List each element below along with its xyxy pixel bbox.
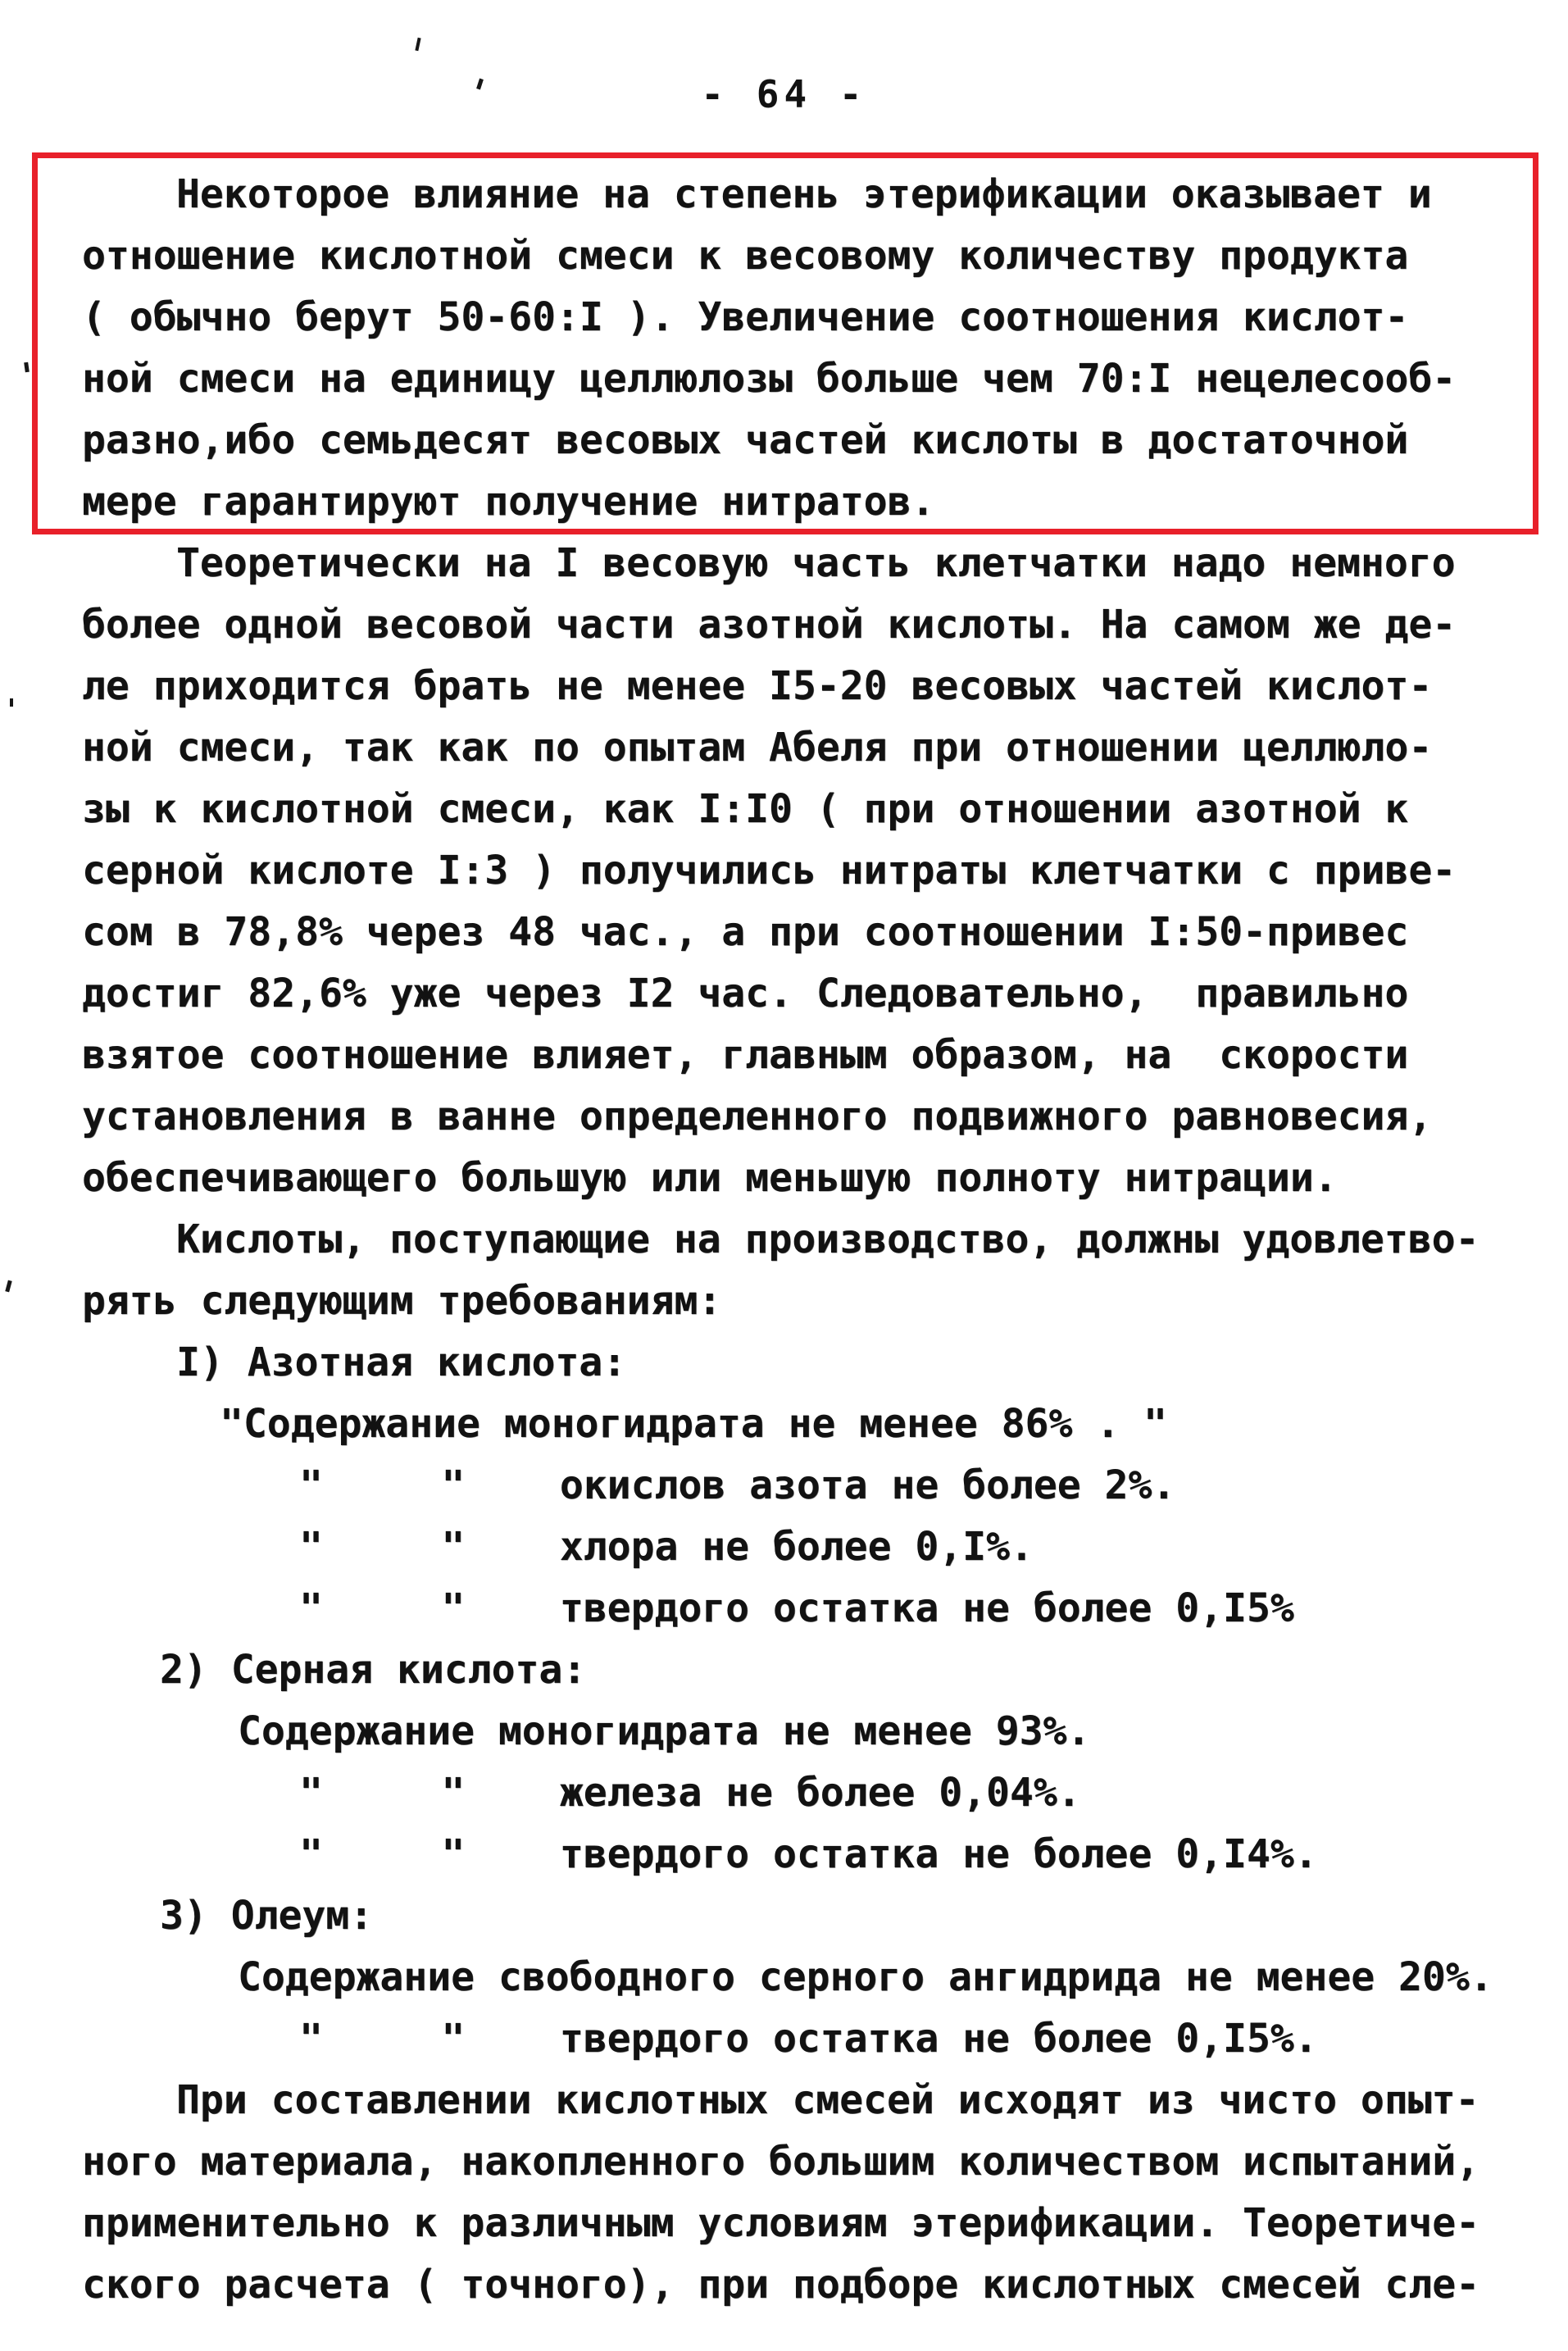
text-line: взятое соотношение влияет, главным образом, на скорости	[82, 1032, 1409, 1078]
requirement-line: " " железа не более 0,04%.	[299, 1770, 1081, 1816]
text-line: применительно к различным условиям этерификации. Теоретиче-	[82, 2200, 1480, 2246]
list-item-nitric-acid: I) Азотная кислота:	[176, 1339, 627, 1385]
requirement-line: "Содержание моногидрата не менее 86% . "	[220, 1401, 1167, 1447]
text-line: ( обычно берут 50-60:I ). Увеличение соотношения кислот-	[82, 294, 1409, 340]
text-line: Некоторое влияние на степень этерификации оказывает и	[176, 171, 1432, 217]
list-item-oleum: 3) Олеум:	[160, 1893, 374, 1939]
requirement-line: Содержание моногидрата не менее 93%.	[238, 1708, 1091, 1754]
text-line: ного материала, накопленного большим количеством испытаний,	[82, 2139, 1480, 2185]
text-line: установления в ванне определенного подвижного равновесия,	[82, 1094, 1433, 1139]
text-line: ле приходится брать не менее I5-20 весовых частей кислот-	[82, 663, 1433, 709]
text-line: Кислоты, поступающие на производство, должны удовлетво-	[176, 1216, 1479, 1262]
requirement-line: Содержание свободного серного ангидрида не менее 20%.	[238, 1954, 1493, 2000]
text-line: рять следующим требованиям:	[82, 1278, 722, 1324]
list-item-sulfuric-acid: 2) Серная кислота:	[160, 1647, 587, 1693]
text-line: ского расчета ( точного), при подборе кислотных смесей сле-	[82, 2262, 1480, 2308]
text-line: ной смеси, так как по опытам Абеля при отношении целлюло-	[82, 725, 1433, 771]
text-line: обеспечивающего большую или меньшую полноту нитрации.	[82, 1155, 1338, 1201]
text-line: При составлении кислотных смесей исходят из чисто опыт-	[176, 2077, 1479, 2123]
text-line: Теоретически на I весовую часть клетчатки надо немного	[176, 540, 1456, 586]
text-line: более одной весовой части азотной кислоты. На самом же де-	[82, 602, 1457, 648]
text-line: мере гарантируют получение нитратов.	[82, 479, 935, 525]
requirement-line: " " твердого остатка не более 0,I5%	[299, 1585, 1294, 1631]
ink-speck	[10, 698, 13, 707]
text-line: отношение кислотной смеси к весовому количеству продукта	[82, 233, 1409, 279]
requirement-line: " " твердого остатка не более 0,I4%.	[299, 1831, 1318, 1877]
text-line: ной смеси на единицу целлюлозы больше чем 70:I нецелесооб-	[82, 356, 1457, 402]
requirement-line: " " хлора не более 0,I%.	[299, 1524, 1034, 1570]
requirement-line: " " твердого остатка не более 0,I5%.	[299, 2016, 1318, 2062]
text-line: достиг 82,6% уже через I2 час. Следовательно, правильно	[82, 971, 1409, 1016]
text-line: сом в 78,8% через 48 час., а при соотношении I:50-привес	[82, 909, 1409, 955]
text-line: зы к кислотной смеси, как I:I0 ( при отношении азотной к	[82, 786, 1409, 832]
page-number: - 64 -	[701, 72, 867, 116]
requirement-line: " " окислов азота не более 2%.	[299, 1462, 1176, 1508]
text-line: разно,ибо семьдесят весовых частей кислоты в достаточной	[82, 417, 1409, 463]
text-line: серной кислоте I:3 ) получились нитраты клетчатки с приве-	[82, 848, 1457, 894]
document-text	[0, 164, 1568, 2316]
ink-speck	[415, 38, 420, 51]
